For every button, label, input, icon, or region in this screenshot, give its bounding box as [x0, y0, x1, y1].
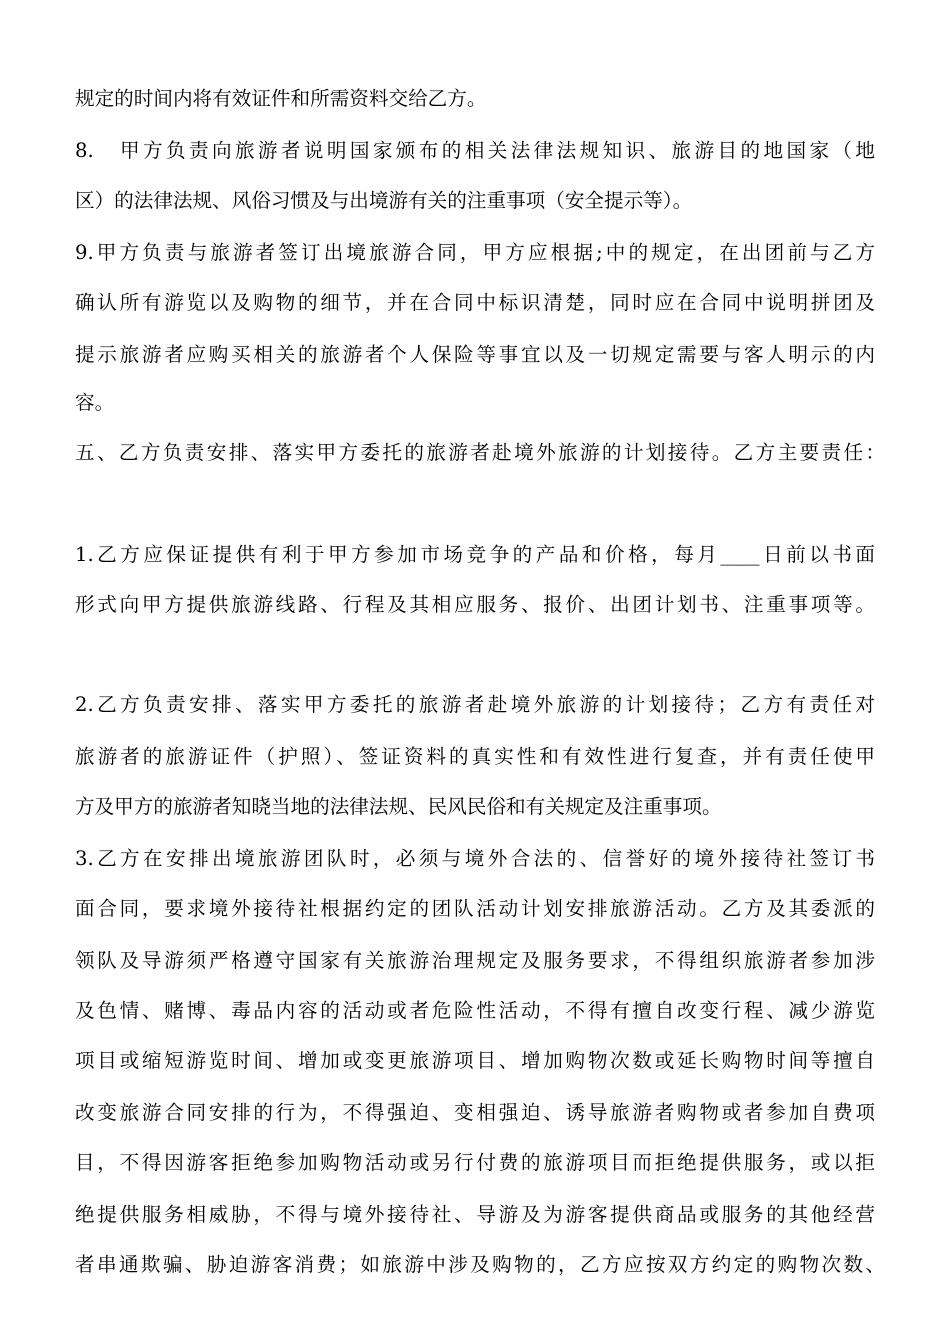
- text-line-16: 领队及导游须严格遵守国家有关旅游治理规定及服务要求，不得组织旅游者参加涉: [75, 949, 875, 972]
- text-line-1: 规定的时间内将有效证件和所需资料交给乙方。: [75, 87, 487, 110]
- section-heading-five: 五、乙方负责安排、落实甲方委托的旅游者赴境外旅游的计划接待。乙方主要责任：: [75, 441, 885, 464]
- text-line-15: 面合同，要求境外接待社根据约定的团队活动计划安排旅游活动。乙方及其委派的: [75, 897, 875, 920]
- text-line-4: 9.甲方负责与旅游者签订出境旅游合同，甲方应根据;中的规定，在出团前与乙方: [75, 241, 875, 264]
- text-line-12: 旅游者的旅游证件（护照）、签证资料的真实性和有效性进行复查，并有责任使甲: [75, 745, 875, 768]
- text-line-2: 8. 甲方负责向旅游者说明国家颁布的相关法律法规知识、旅游目的地国家（地: [75, 139, 875, 162]
- text-line-14: 3.乙方在安排出境旅游团队时，必须与境外合法的、信誉好的境外接待社签订书: [75, 847, 875, 870]
- text-line-11: 2.乙方负责安排、落实甲方委托的旅游者赴境外旅游的计划接待；乙方有责任对: [75, 693, 875, 716]
- text-line-17: 及色情、赌博、毒品内容的活动或者危险性活动，不得有擅自改变行程、减少游览: [75, 999, 875, 1022]
- text-line-6: 提示旅游者应购买相关的旅游者个人保险等事宜以及一切规定需要与客人明示的内: [75, 343, 875, 366]
- text-line-3: 区）的法律法规、风俗习惯及与出境游有关的注重事项（安全提示等）。: [75, 189, 693, 212]
- text-line-13: 方及甲方的旅游者知晓当地的法律法规、民风民俗和有关规定及注重事项。: [75, 795, 722, 818]
- text-line-5: 确认所有游览以及购物的细节，并在合同中标识清楚，同时应在合同中说明拼团及: [75, 291, 875, 314]
- text-line-19: 改变旅游合同安排的行为，不得强迫、变相强迫、诱导旅游者购物或者参加自费项: [75, 1101, 875, 1124]
- text-line-10: 形式向甲方提供旅游线路、行程及其相应服务、报价、出团计划书、注重事项等。: [75, 593, 875, 616]
- text-line-18: 项目或缩短游览时间、增加或变更旅游项目、增加购物次数或延长购物时间等擅自: [75, 1049, 875, 1072]
- text-line-22: 者串通欺骗、胁迫游客消费；如旅游中涉及购物的，乙方应按双方约定的购物次数、: [75, 1253, 885, 1276]
- text-line-20: 目，不得因游客拒绝参加购物活动或另行付费的旅游项目而拒绝提供服务，或以拒: [75, 1151, 875, 1174]
- text-line-9: 1.乙方应保证提供有利于甲方参加市场竞争的产品和价格，每月____日前以书面: [75, 543, 875, 566]
- text-line-21: 绝提供服务相威胁，不得与境外接待社、导游及为游客提供商品或服务的其他经营: [75, 1203, 875, 1226]
- text-line-7: 容。: [75, 391, 115, 414]
